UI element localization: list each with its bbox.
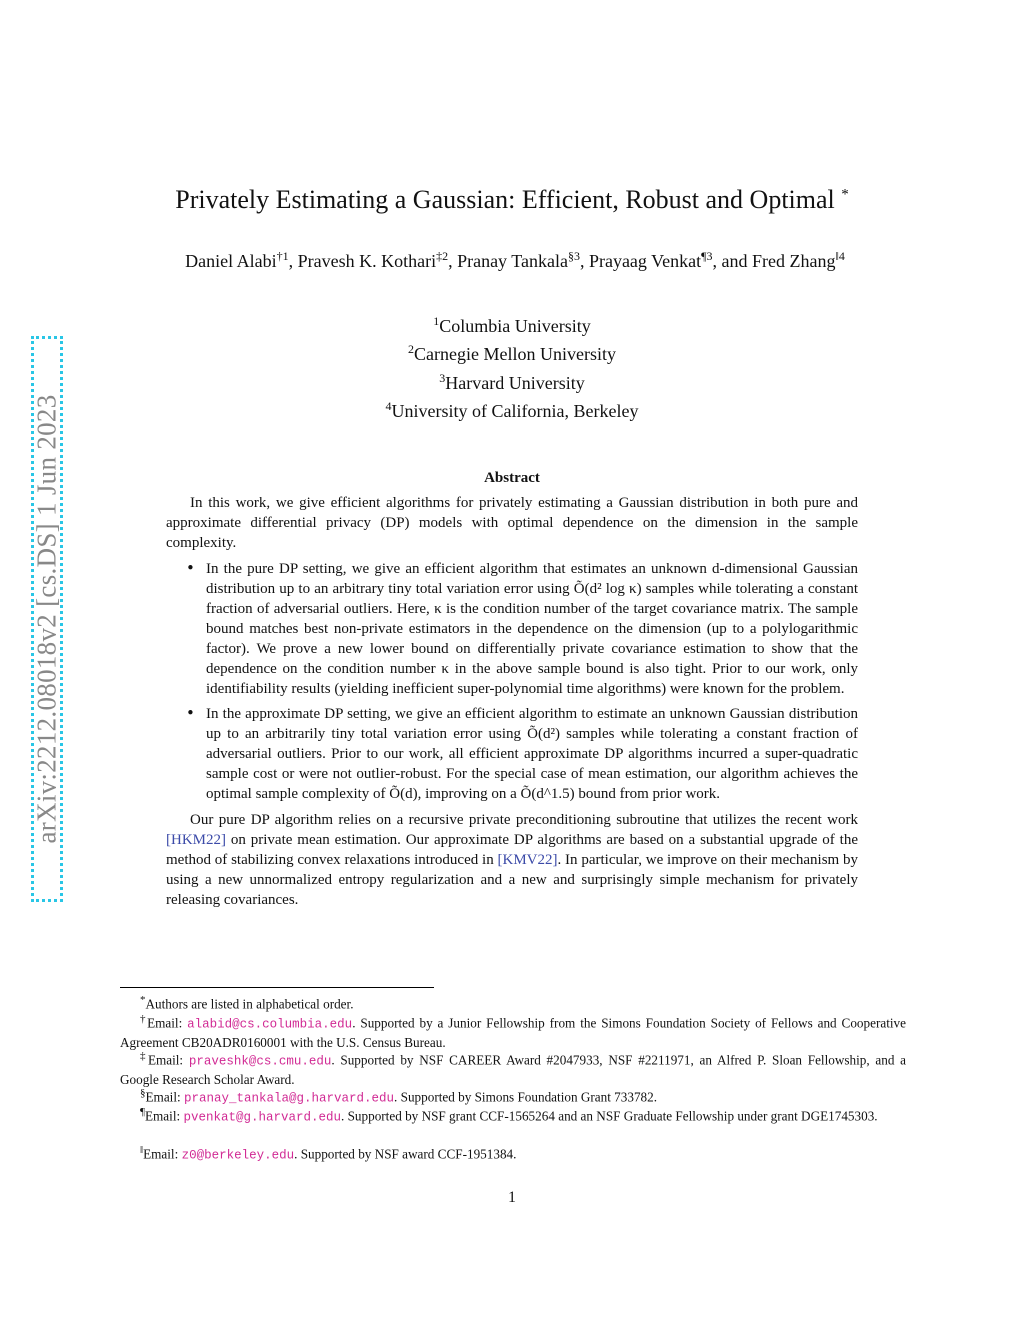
affiliation-name: Carnegie Mellon University xyxy=(414,344,616,365)
footnote-prefix: Email: xyxy=(145,1089,184,1105)
footnote-prefix: Email: xyxy=(143,1146,182,1162)
footnote xyxy=(120,1103,906,1127)
abstract-bullet xyxy=(166,704,858,804)
footnote-text: . Supported by Simons Foundation Grant 733782. xyxy=(394,1089,658,1105)
author-mark: §3 xyxy=(567,249,580,263)
abstract-body xyxy=(166,493,858,910)
abstract-intro: In this work, we give efficient algorithms for privately estimating a Gaussian distribution in both pure and approximate differential privacy (DP) models with optimal dependence on the dimension in the sample complexity. xyxy=(166,495,858,551)
affiliation-number: 3 xyxy=(439,370,446,385)
bullet-icon: • xyxy=(186,704,195,722)
affiliation-name: Harvard University xyxy=(445,372,585,393)
affiliation xyxy=(0,395,1024,423)
email-link[interactable]: pranay_tankala@g.harvard.edu xyxy=(183,1091,395,1106)
affiliation xyxy=(0,367,1024,395)
affiliation-number: 1 xyxy=(433,314,440,328)
footnote-text: Authors are listed in alphabetical order. xyxy=(145,996,354,1012)
footnote-text: . Supported by NSF CAREER Award #2047933, NSF #2211971, an Alfred P. Sloan Fellowship, and a Google Research Scholar Award. xyxy=(120,1052,906,1087)
footnote-rule xyxy=(120,987,434,988)
title-text: Privately Estimating a Gaussian: Efficient, Robust and Optimal xyxy=(175,185,835,214)
author-mark: ‡2 xyxy=(436,249,449,263)
affiliation-number: 4 xyxy=(385,398,392,413)
affiliation xyxy=(0,338,1024,366)
author: Prayaag Venkat xyxy=(588,251,702,271)
paper-title xyxy=(0,185,1024,215)
affiliation-name: University of California, Berkeley xyxy=(391,400,639,421)
email-link[interactable]: praveshk@cs.cmu.edu xyxy=(188,1054,332,1069)
abstract-bullet xyxy=(166,559,858,699)
footnote-prefix: Email: xyxy=(144,1108,184,1124)
affiliation-list xyxy=(0,310,1024,423)
closing-text: on private mean estimation. Our approximate DP algorithms are based on a substantial upgrade of the method of stabilizing convex relaxations introduced in xyxy=(166,832,859,868)
title-footnote-mark: * xyxy=(841,186,849,203)
abstract-closing xyxy=(166,810,858,910)
footnote-text: . Supported by a Junior Fellowship from the Simons Foundation Society of Fellows and Cooperative Agreement CB20ADR0160001 with the U.S. Census Bureau. xyxy=(120,1015,906,1050)
page-number: 1 xyxy=(508,1189,516,1206)
email-link[interactable]: alabid@cs.columbia.edu xyxy=(187,1017,353,1032)
affiliation-number: 2 xyxy=(408,342,415,357)
footnote-mark: * xyxy=(140,994,146,1006)
closing-text: . In particular, we improve on their mechanism by using a new unnormalized entropy regularization and a new and surprisingly simple mechanism for privately releasing covariances. xyxy=(166,852,859,908)
author: Pranay Tankala xyxy=(457,251,568,271)
footnote-text: . Supported by NSF grant CCF-1565264 and an NSF Graduate Fellowship under grant DGE1745303. xyxy=(340,1108,878,1124)
bullet-icon: • xyxy=(186,559,195,577)
author-mark: †1 xyxy=(276,249,289,263)
footnote-mark: ‖ xyxy=(140,1144,144,1156)
footnote-prefix: Email: xyxy=(147,1052,189,1068)
closing-text: Our pure DP algorithm relies on a recursive private preconditioning subroutine that utilizes the recent work xyxy=(190,812,858,828)
footnote-text: . Supported by NSF award CCF-1951384. xyxy=(294,1146,517,1162)
author: Pravesh K. Kothari xyxy=(297,251,437,271)
author: Fred Zhang xyxy=(752,251,836,271)
arxiv-id: arXiv:2212.08018v2 [cs.DS] 1 Jun 2023 xyxy=(31,394,62,844)
author-conjunction: and xyxy=(721,251,748,271)
affiliation xyxy=(0,310,1024,338)
author-mark: ‖4 xyxy=(835,249,845,263)
footnote-mark: † xyxy=(140,1013,148,1025)
footnote-prefix: Email: xyxy=(147,1015,188,1031)
citation-link[interactable]: [HKM22] xyxy=(166,832,226,848)
author-mark: ¶3 xyxy=(701,249,713,263)
citation-link[interactable]: [KMV22] xyxy=(497,852,558,868)
bullet-text: In the approximate DP setting, we give an efficient algorithm to estimate an unknown Gaussian distribution up to an arbitrarily tiny total variation error using Õ(d²) samples while tolerating a constant fraction of adversarial outliers. Prior to our work, all efficient approximate DP algorithms incurred a super-quadratic sample cost or were not outlier-robust. For the special case of mean estimation, our algorithm achieves the optimal sample complexity of Õ(d), improving on a Õ(d^1.5) bound from prior work. xyxy=(206,706,858,802)
footnote-mark: ‡ xyxy=(140,1050,148,1062)
abstract-heading: Abstract xyxy=(484,470,540,486)
email-link[interactable]: pvenkat@g.harvard.edu xyxy=(183,1110,341,1125)
author-list: Daniel Alabi$^{\dagger 1}$, Pravesh K. Kothari$^{\ddagger 2}$, Pranay Tankala$^{\S 3}$, Prayaag Venkat$^{\P 3}$, and Fred Zhang$^{‖4}$ xyxy=(185,249,845,271)
author: Daniel Alabi xyxy=(185,251,277,271)
bullet-text: In the pure DP setting, we give an efficient algorithm that estimates an unknown d-dimensional Gaussian distribution up to an arbitrary tiny total variation error using Õ(d² log κ) samples while tolerating a constant fraction of adversarial outliers. Here, κ is the condition number of the target covariance matrix. The sample bound matches best non-private estimators in the dependence on the dimension (up to a polylogarithmic factor). We prove a new lower bound on differentially private covariance estimation to show that the dependence on the condition number κ in the above sample bound is also tight. Prior to our work, only identifiability results (yielding inefficient super-polynomial time algorithms) were known for the problem. xyxy=(206,561,858,697)
footnote xyxy=(120,1141,906,1165)
footnote-mark: ¶ xyxy=(140,1106,145,1118)
email-link[interactable]: z0@berkeley.edu xyxy=(181,1148,295,1163)
affiliation-name: Columbia University xyxy=(439,316,591,336)
footnote-mark: § xyxy=(140,1087,146,1099)
